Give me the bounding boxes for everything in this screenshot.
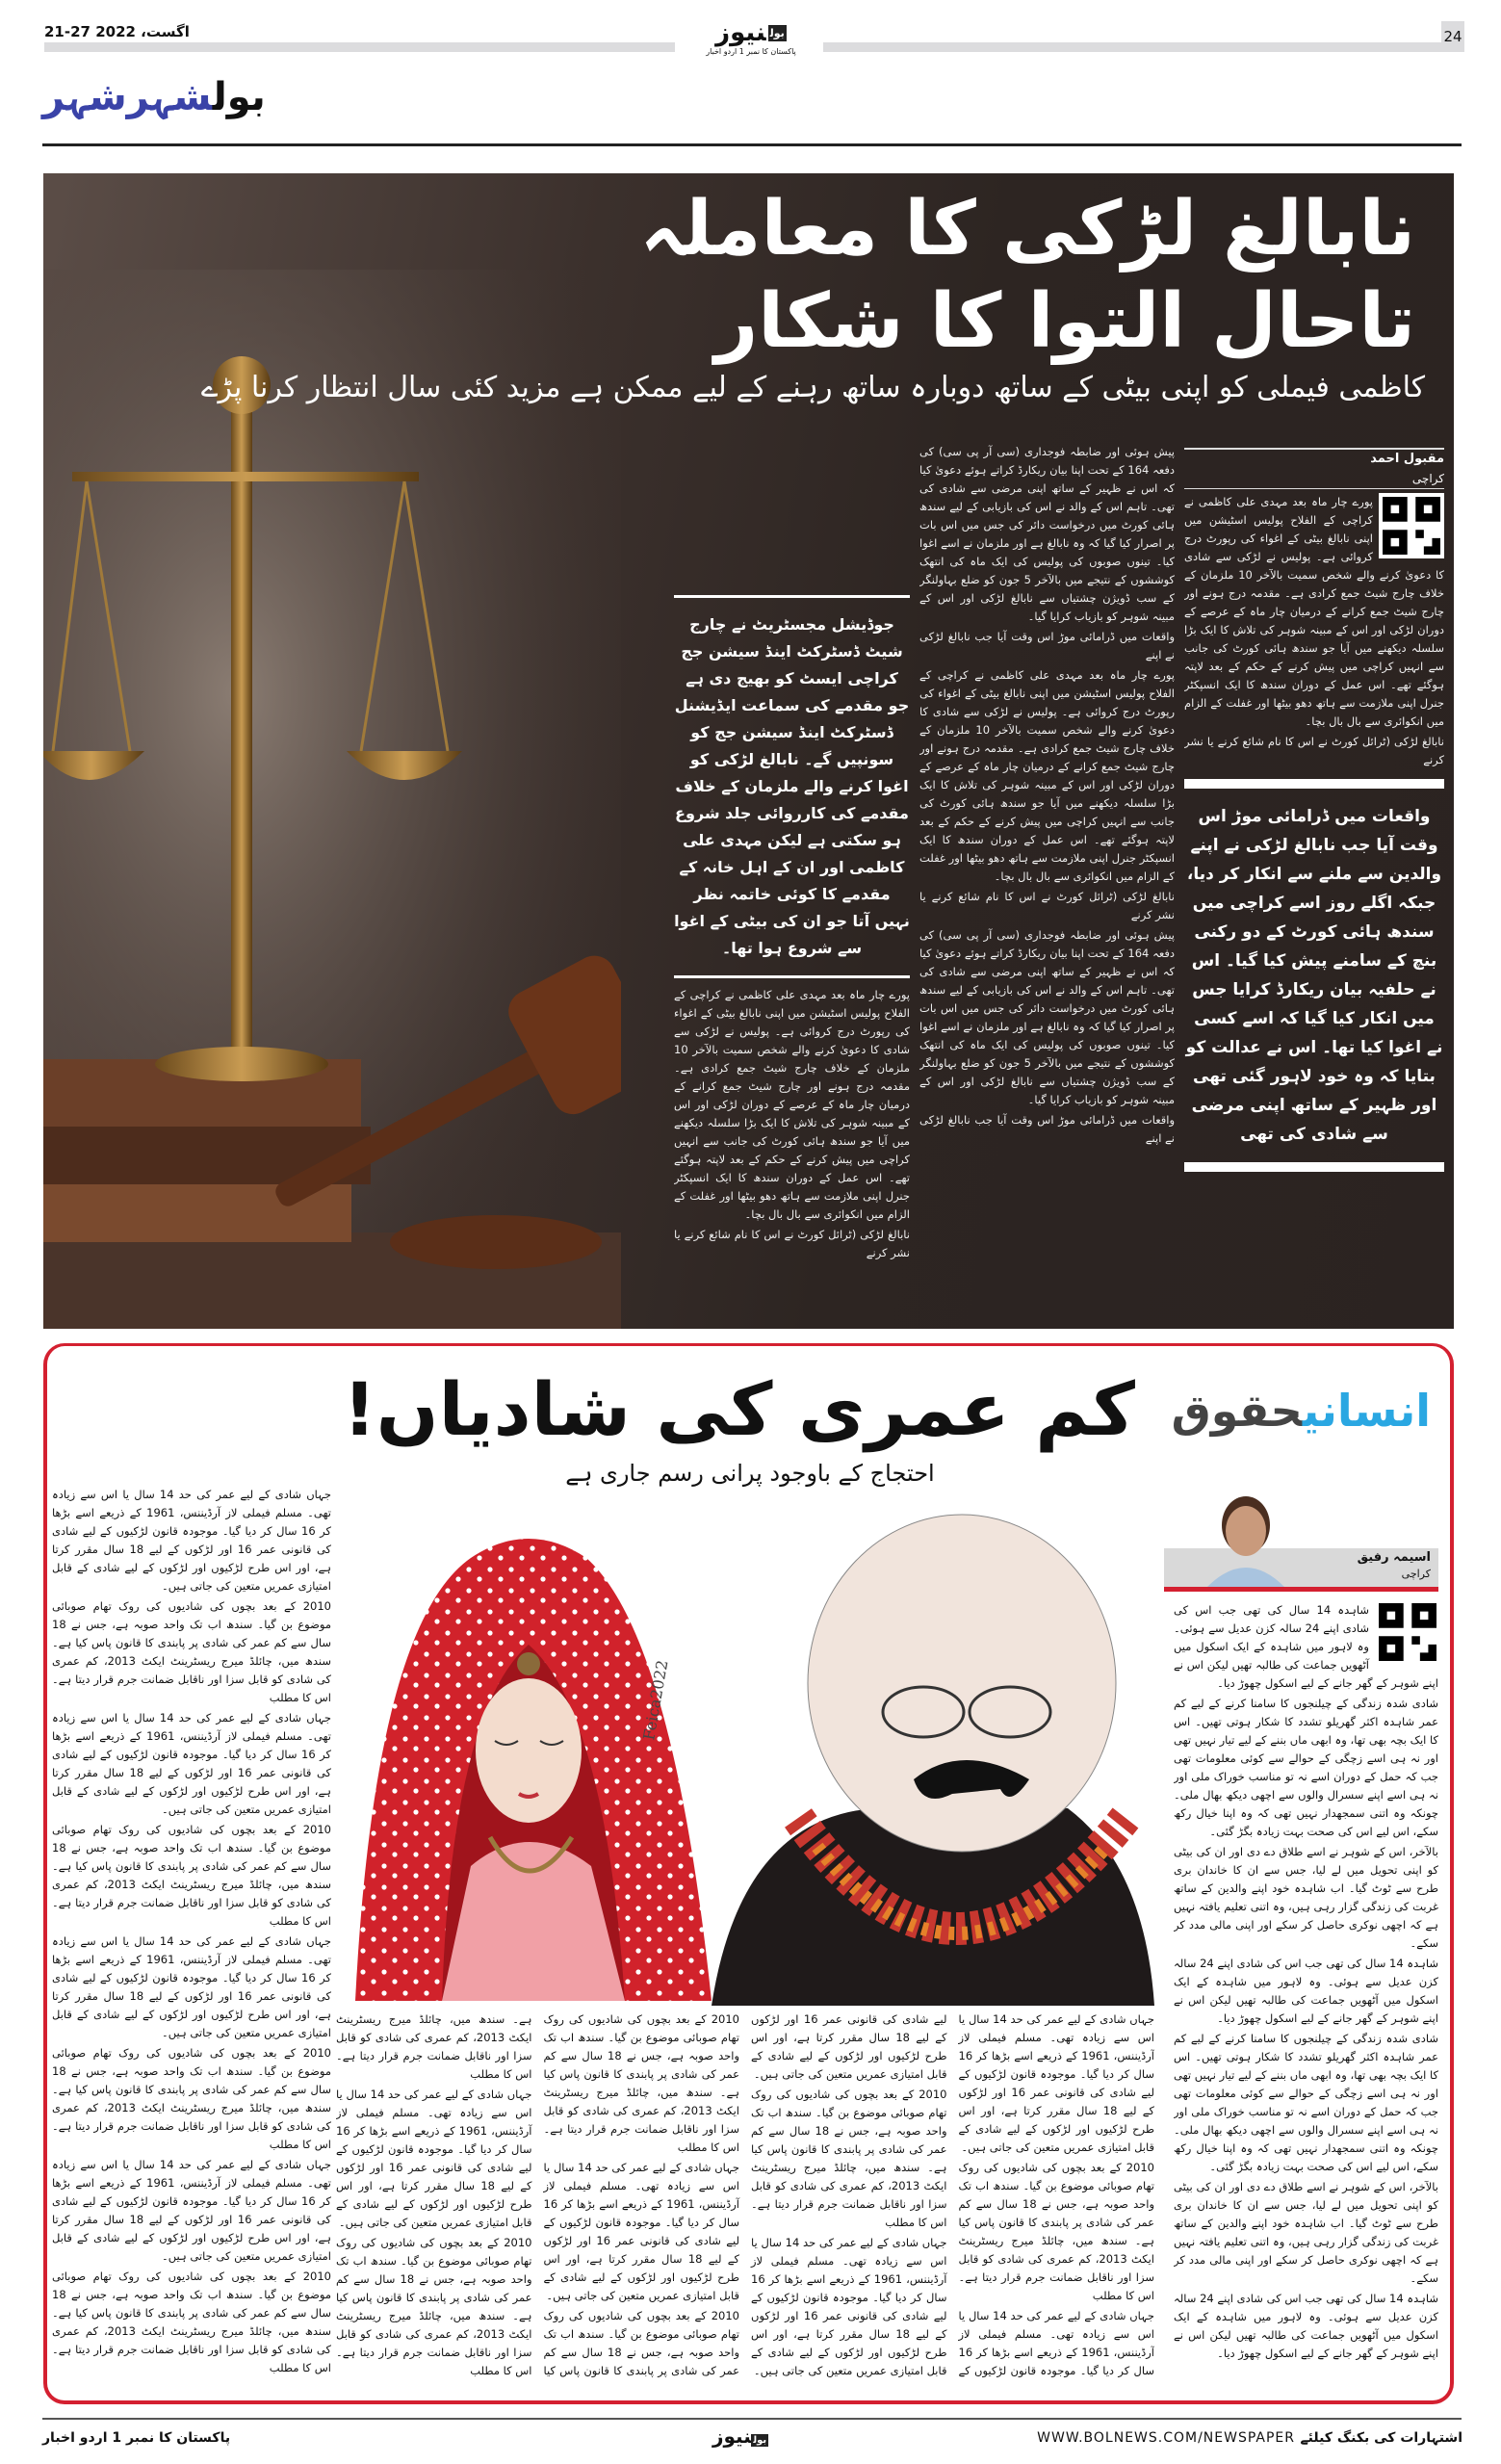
article-child-marriages [43, 1343, 1454, 2404]
body-paragraph: 2010 کے بعد بچوں کی شادیوں کی روک تھام صوبائی موضوع بن گیا۔ سندھ اب تک واحد صوبہ ہے، جس نے 18 سال سے کم عمر کی شادی پر پابندی کا قانون پاس کیا ہے۔ سندھ میں، چائلڈ میرج ریسٹرینٹ ایکٹ 2013، کم عمری کی شادی کو قابل سزا اور ناقابل ضمانت جرم قرار دیتا ہے۔ اس کا مطلب [52, 1823, 331, 1928]
body-paragraph: بالآخر، اس کے شوہر نے اسے طلاق دے دی اور ان کی بیٹی کو اپنی تحویل میں لے لیا، جس سے ان کا خاندان بری طرح سے ٹوٹ گیا۔ اب شاہدہ خود اپنے والدین کے ساتھ غربت کی زندگی گزار رہی ہیں، وہ اتنی تعلیم یافتہ نہیں ہے کہ اچھی نوکری حاصل کر سکے اور اپنی مالی مدد کر سکے۔ [1174, 1845, 1438, 1950]
footer-url[interactable]: WWW.BOLNEWS.COM/NEWSPAPER [1037, 2430, 1295, 2446]
footer-masthead[interactable] [712, 2425, 768, 2448]
footer-tagline: پاکستان کا نمبر 1 اردو اخبار [42, 2430, 231, 2446]
header-divider [42, 143, 1462, 146]
article1-column-3a [674, 443, 910, 587]
section-logo-black: بول [212, 75, 266, 119]
body-paragraph: شادی شدہ زندگی کے چیلنجوں کا سامنا کرنے کے لیے کم عمر شاہدہ اکثر گھریلو تشدد کا شکار ہوتی تھیں۔ اس کا ایک بچہ بھی تھا، وہ ابھی ماں بننے کے لیے تیار نہیں تھی اور نہ ہی اسے زچگی کے حوالے سے کوئی معلومات تھی جب کہ حمل کے دوران اسے نہ تو مناسب خوراک ملی اور نہ ہی اسے اپنے سسرال والوں سے اچھی دیکھ بھال ملی۔ چونکہ وہ اتنی سمجھدار نہیں تھی کہ وہ اپنا خیال رکھ سکے، اس لیے اس کی صحت بہت زیادہ بگڑ گئی۔ [1174, 2032, 1438, 2173]
body-paragraph: جہاں شادی کے لیے عمر کی حد 14 سال یا اس سے زیادہ تھی۔ مسلم فیملی لاز آرڈیننس، 1961 کے ذریعے اسے بڑھا کر 16 سال کر دیا گیا۔ موجودہ قانون لڑکیوں کے لیے شادی کی قانونی عمر 16 اور لڑکوں کے لیے 18 سال مقرر کرتا ہے، اور اس طرح لڑکیوں اور لڑکوں کے لیے شادی کے قابل امتیازی عمریں متعین کی جاتی ہیں۔ [52, 2158, 331, 2263]
author-card [1164, 1491, 1438, 1598]
body-paragraph: جہاں شادی کے لیے عمر کی حد 14 سال یا اس سے زیادہ تھی۔ مسلم فیملی لاز آرڈیننس، 1961 کے ذریعے اسے بڑھا کر 16 سال کر دیا گیا۔ موجودہ قانون لڑکیوں کے لیے شادی کی قانونی عمر 16 اور لڑکوں کے لیے 18 سال مقرر کرتا ہے، اور اس طرح لڑکیوں اور لڑکوں کے لیے شادی کے قابل امتیازی عمریں متعین کی جاتی ہیں۔ [751, 2236, 947, 2377]
footer-divider [42, 2418, 1462, 2420]
body-paragraph: 2010 کے بعد بچوں کی شادیوں کی روک تھام صوبائی موضوع بن گیا۔ سندھ اب تک واحد صوبہ ہے، جس نے 18 سال سے کم عمر کی شادی پر پابندی کا قانون پاس کیا ہے۔ سندھ میں، چائلڈ میرج ریسٹرینٹ ایکٹ 2013، کم عمری کی شادی کو قابل سزا اور ناقابل ضمانت جرم قرار دیتا ہے۔ اس کا مطلب [52, 2269, 331, 2374]
body-paragraph: شاہدہ 14 سال کی تھی جب اس کی شادی اپنے 24 سالہ کزن عدیل سے ہوئی۔ وہ لاہور میں شاہدہ کے ایک اسکول میں آٹھویں جماعت کی طالبہ تھیں لیکن اس نے اپنے شوہر کے گھر جانے کے لیے اسکول چھوڑ دیا۔ [1174, 1957, 1438, 2025]
kicker-blue: انسانی [1302, 1385, 1431, 1437]
body-paragraph: جہاں شادی کے لیے عمر کی حد 14 سال یا اس سے زیادہ تھی۔ مسلم فیملی لاز آرڈیننس، 1961 کے ذریعے اسے بڑھا کر 16 سال کر دیا گیا۔ موجودہ قانون لڑکیوں کے لیے شادی کی قانونی عمر 16 اور لڑکوں کے لیے 18 سال مقرر کرتا ہے، اور اس طرح لڑکیوں اور لڑکوں کے لیے شادی کے قابل امتیازی عمریں متعین کی جاتی ہیں۔ [336, 2088, 532, 2229]
article1-column-2 [919, 443, 1175, 1295]
masthead-logo[interactable] [693, 19, 809, 56]
issue-date: 21-27 اگست، 2022 [44, 23, 190, 40]
author-name: مقبول احمد [1370, 452, 1444, 466]
page-number: 24 [1441, 21, 1464, 52]
body-paragraph: پورے چار ماہ بعد مہدی علی کاظمی نے کراچی کے الفلاح پولیس اسٹیشن میں اپنی نابالغ بیٹی کے اغواء کی رپورٹ درج کروائی ہے۔ پولیس نے لڑکی سے شادی کا دعویٰ کرنے والے شخص سمیت بالآخر 10 ملزمان کے خلاف چارج شیٹ جمع کرادی ہے۔ مقدمہ درج ہونے اور چارج شیٹ جمع کرانے کے درمیان چار ماہ کے عرصے کے دوران لڑکی اور اس کے مبینہ شوہر کی تلاش کا ایک بڑا سلسلہ دیکھنے میں آیا جو سندھ ہائی کورٹ کی جانب سے انہیں کراچی میں پیش کرنے کے حکم کے بعد لاپتہ ہوگئے تھے۔ اس عمل کے دوران سندھ کا ایک انسپکٹر جنرل اپنی ملازمت سے ہاتھ دھو بیٹھا اور غفلت کے الزام میں انکوائری سے بال بال بچا۔ [1184, 495, 1444, 728]
body-paragraph: جہاں شادی کے لیے عمر کی حد 14 سال یا اس سے زیادہ تھی۔ مسلم فیملی لاز آرڈیننس، 1961 کے ذریعے اسے بڑھا کر 16 سال کر دیا گیا۔ موجودہ قانون لڑکیوں کے لیے شادی کی قانونی عمر 16 اور لڑکوں کے لیے 18 سال مقرر کرتا ہے، اور اس طرح لڑکیوں اور لڑکوں کے لیے شادی کے قابل امتیازی عمریں متعین کی جاتی ہیں۔ [52, 1934, 331, 2039]
masthead-box: بول [769, 26, 785, 39]
body-paragraph: پیش ہوئی اور ضابطہ فوجداری (سی آر پی سی) کی دفعہ 164 کے تحت اپنا بیان ریکارڈ کراتے ہوئے دعویٰ کیا کہ اس نے ظہیر کے ساتھ اپنی مرضی سے شادی کی تھی۔ تاہم اس کے والد نے اس کی بازیابی کے لیے سندھ ہائی کورٹ میں درخواست دائر کی جس میں اس بات پر اصرار کیا گیا کہ وہ نابالغ ہے اور ملزمان نے اسے اغوا کیا۔ تینوں صوبوں کی پولیس کی ایک ماہ کی انتھک کوششوں کے نتیجے میں بالآخر 5 جون کو ضلع بہاولنگر کے سب ڈویژن چشتیاں سے نابالغ لڑکی اور اس کے مبینہ شوہر کو بازیاب کرایا گیا۔ [919, 445, 1175, 623]
author-name: اسیمہ رفیق [1357, 1550, 1431, 1565]
body-paragraph: جہاں شادی کے لیے عمر کی حد 14 سال یا اس سے زیادہ تھی۔ مسلم فیملی لاز آرڈیننس، 1961 کے ذریعے اسے بڑھا کر 16 سال کر دیا گیا۔ موجودہ قانون لڑکیوں کے لیے شادی کی قانونی عمر 16 اور لڑکوں کے لیے 18 سال مقرر کرتا ہے، اور اس طرح لڑکیوں اور لڑکوں کے لیے شادی کے قابل امتیازی عمریں متعین کی جاتی ہیں۔ [52, 1488, 331, 1593]
body-paragraph: 2010 کے بعد بچوں کی شادیوں کی روک تھام صوبائی موضوع بن گیا۔ سندھ اب تک واحد صوبہ ہے، جس نے 18 سال سے کم عمر کی شادی پر پابندی کا قانون پاس کیا ہے۔ سندھ میں، چائلڈ میرج ریسٹرینٹ ایکٹ 2013، کم عمری کی شادی کو قابل سزا اور ناقابل ضمانت جرم قرار دیتا ہے۔ اس کا مطلب [543, 2012, 740, 2154]
article-minor-girl-case [43, 173, 1454, 1329]
article1-column-3-stack [674, 443, 910, 1295]
pull-quote-rule-bottom [1184, 1162, 1444, 1172]
section-logo [42, 75, 266, 119]
header-bar-left [44, 42, 675, 52]
body-paragraph: نابالغ لڑکی (ٹرائل کورٹ نے اس کا نام شائع کرنے یا نشر کرنے [674, 1228, 910, 1259]
article2-bottom-text-a [336, 2010, 1154, 2381]
article2-right-text [1174, 1601, 1438, 2363]
header-bar-right [823, 42, 1463, 52]
article2-subheadline: احتجاج کے باوجود پرانی رسم جاری ہے [565, 1460, 935, 1487]
body-paragraph: شادی شدہ زندگی کے چیلنجوں کا سامنا کرنے کے لیے کم عمر شاہدہ اکثر گھریلو تشدد کا شکار ہوتی تھیں۔ اس کا ایک بچہ بھی تھا، وہ ابھی ماں بننے کے لیے تیار نہیں تھی اور نہ ہی اسے زچگی کے حوالے سے کوئی معلومات تھی جب کہ حمل کے دوران اسے نہ تو مناسب خوراک ملی اور نہ ہی اسے اپنے سسرال والوں سے اچھی دیکھ بھال ملی۔ چونکہ وہ اتنی سمجھدار نہیں تھی کہ وہ اپنا خیال رکھ سکے، اس لیے اس کی صحت بہت زیادہ بگڑ گئی۔ [1174, 1697, 1438, 1838]
author-location: کراچی [1411, 472, 1444, 485]
body-paragraph: واقعات میں ڈرامائی موڑ اس وقت آیا جب نابالغ لڑکی نے اپنے [919, 1113, 1175, 1145]
body-paragraph: 2010 کے بعد بچوں کی شادیوں کی روک تھام صوبائی موضوع بن گیا۔ سندھ اب تک واحد صوبہ ہے، جس نے 18 سال سے کم عمر کی شادی پر پابندی کا قانون پاس کیا ہے۔ سندھ میں، چائلڈ میرج ریسٹرینٹ ایکٹ 2013، کم عمری کی شادی کو قابل سزا اور ناقابل ضمانت جرم قرار دیتا ہے۔ اس کا مطلب [52, 2046, 331, 2151]
body-paragraph: 2010 کے بعد بچوں کی شادیوں کی روک تھام صوبائی موضوع بن گیا۔ سندھ اب تک واحد صوبہ ہے، جس نے 18 سال سے کم عمر کی شادی پر پابندی کا قانون پاس کیا ہے۔ سندھ میں، چائلڈ میرج ریسٹرینٹ ایکٹ 2013، کم عمری کی شادی کو قابل سزا اور ناقابل ضمانت جرم قرار دیتا ہے۔ اس کا مطلب [336, 2012, 739, 2377]
pull-quote-2-rule-bottom [674, 975, 910, 978]
byline-rule-bottom [1184, 488, 1444, 489]
qr-code-icon[interactable] [1379, 493, 1444, 558]
body-paragraph: پورے چار ماہ بعد مہدی علی کاظمی نے کراچی کے الفلاح پولیس اسٹیشن میں اپنی نابالغ بیٹی کے اغواء کی رپورٹ درج کروائی ہے۔ پولیس نے لڑکی سے شادی کا دعویٰ کرنے والے شخص سمیت بالآخر 10 ملزمان کے خلاف چارج شیٹ جمع کرادی ہے۔ مقدمہ درج ہونے اور چارج شیٹ جمع کرانے کے درمیان چار ماہ کے عرصے کے دوران لڑکی اور اس کے مبینہ شوہر کی تلاش کا ایک بڑا سلسلہ دیکھنے میں آیا جو سندھ ہائی کورٹ کی جانب سے انہیں کراچی میں پیش کرنے کے حکم کے بعد لاپتہ ہوگئے تھے۔ اس عمل کے دوران سندھ کا ایک انسپکٹر جنرل اپنی ملازمت سے ہاتھ دھو بیٹھا اور غفلت کے الزام میں انکوائری سے بال بال بچا۔ [919, 668, 1175, 883]
article1-column-1 [1184, 493, 1444, 771]
body-paragraph: بالآخر، اس کے شوہر نے اسے طلاق دے دی اور ان کی بیٹی کو اپنی تحویل میں لے لیا، جس سے ان کا خاندان بری طرح سے ٹوٹ گیا۔ اب شاہدہ خود اپنے والدین کے ساتھ غربت کی زندگی گزار رہی ہیں، وہ اتنی تعلیم یافتہ نہیں ہے کہ اچھی نوکری حاصل کر سکے اور اپنی مالی مدد کر سکے۔ [1174, 2180, 1438, 2285]
article1-column-3b [674, 986, 910, 1295]
article1-column-1b [1184, 1180, 1444, 1300]
body-paragraph: 2010 کے بعد بچوں کی شادیوں کی روک تھام صوبائی موضوع بن گیا۔ سندھ اب تک واحد صوبہ ہے، جس نے 18 سال سے کم عمر کی شادی پر پابندی کا قانون پاس کیا ہے۔ سندھ میں، چائلڈ میرج ریسٹرینٹ ایکٹ 2013، کم عمری کی شادی کو قابل سزا اور ناقابل ضمانت جرم قرار دیتا ہے۔ اس کا مطلب [751, 2088, 947, 2229]
headline-line-1: نابالغ لڑکی کا معاملہ [639, 186, 1415, 272]
article2-bottom-columns [336, 2010, 1154, 2396]
pull-quote-rule [1184, 779, 1444, 789]
body-paragraph: جہاں شادی کے لیے عمر کی حد 14 سال یا اس سے زیادہ تھی۔ مسلم فیملی لاز آرڈیننس، 1961 کے ذریعے اسے بڑھا کر 16 سال کر دیا گیا۔ موجودہ قانون لڑکیوں کے لیے شادی کی قانونی عمر 16 اور لڑکوں کے لیے 18 سال مقرر کرتا ہے، اور اس طرح لڑکیوں اور لڑکوں کے لیے شادی کے قابل امتیازی عمریں متعین کی جاتی ہیں۔ [958, 2012, 1154, 2154]
body-paragraph: 2010 کے بعد بچوں کی شادیوں کی روک تھام صوبائی موضوع بن گیا۔ سندھ اب تک واحد صوبہ ہے، جس نے 18 سال سے کم عمر کی شادی پر پابندی کا قانون پاس کیا ہے۔ سندھ میں، چائلڈ میرج ریسٹرینٹ ایکٹ 2013، کم عمری کی شادی کو قابل سزا اور ناقابل ضمانت جرم قرار دیتا ہے۔ اس کا مطلب [958, 2161, 1154, 2302]
body-paragraph: جہاں شادی کے لیے عمر کی حد 14 سال یا اس سے زیادہ تھی۔ مسلم فیملی لاز آرڈیننس، 1961 کے ذریعے اسے بڑھا کر 16 سال کر دیا گیا۔ موجودہ قانون لڑکیوں کے لیے شادی کی قانونی عمر 16 اور لڑکوں کے لیے 18 سال مقرر کرتا ہے، اور اس طرح لڑکیوں اور لڑکوں کے لیے شادی کے قابل امتیازی عمریں متعین کی جاتی ہیں۔ [52, 1711, 331, 1816]
article2-column-right [1174, 1601, 1438, 2396]
body-paragraph: شاہدہ 14 سال کی تھی جب اس کی شادی اپنے 24 سالہ کزن عدیل سے ہوئی۔ وہ لاہور میں شاہدہ کے ایک اسکول میں آٹھویں جماعت کی طالبہ تھیں لیکن اس نے اپنے شوہر کے گھر جانے کے لیے اسکول چھوڑ دیا۔ [1174, 1603, 1438, 1690]
body-paragraph: 2010 کے بعد بچوں کی شادیوں کی روک تھام صوبائی موضوع بن گیا۔ سندھ اب تک واحد صوبہ ہے، جس نے 18 سال سے کم عمر کی شادی پر پابندی کا قانون پاس کیا ہے۔ سندھ میں، چائلڈ میرج ریسٹرینٹ ایکٹ 2013، کم عمری کی شادی کو قابل سزا اور ناقابل ضمانت جرم قرار دیتا ہے۔ اس کا مطلب [336, 2236, 532, 2377]
author-photo [1203, 1491, 1289, 1587]
footer-ads [1037, 2430, 1462, 2446]
body-paragraph: پیش ہوئی اور ضابطہ فوجداری (سی آر پی سی) کی دفعہ 164 کے تحت اپنا بیان ریکارڈ کراتے ہوئے دعویٰ کیا کہ اس نے ظہیر کے ساتھ اپنی مرضی سے شادی کی تھی۔ تاہم اس کے والد نے اس کی بازیابی کے لیے سندھ ہائی کورٹ میں درخواست دائر کی جس میں اس بات پر اصرار کیا گیا کہ وہ نابالغ ہے اور ملزمان نے اسے اغوا کیا۔ تینوں صوبوں کی پولیس کی ایک ماہ کی انتھک کوششوں کے نتیجے میں بالآخر 5 جون کو ضلع بہاولنگر کے سب ڈویژن چشتیاں سے نابالغ لڑکی اور اس کے مبینہ شوہر کو بازیاب کرایا گیا۔ [919, 928, 1175, 1106]
footer-masthead-word: نیوز [712, 2425, 752, 2448]
footer-ads-label: اشتہارات کی بکنگ کیلئے [1300, 2430, 1462, 2446]
masthead-tagline: پاکستان کا نمبر 1 اردو اخبار [706, 46, 796, 56]
masthead-word: نیوز [715, 18, 766, 47]
scales-of-justice-photo [43, 270, 621, 1329]
cartoon-signature: Feica2022 [639, 1658, 672, 1742]
author-red-bar [1164, 1587, 1438, 1592]
qr-code-icon[interactable] [1375, 1601, 1438, 1665]
child-marriage-cartoon [336, 1500, 1154, 2006]
groom-head [808, 1515, 1116, 1852]
article1-column-2-continued [919, 666, 1175, 1148]
body-paragraph: جہاں شادی کے لیے عمر کی حد 14 سال یا اس سے زیادہ تھی۔ مسلم فیملی لاز آرڈیننس، 1961 کے ذریعے اسے بڑھا کر 16 سال کر دیا گیا۔ موجودہ قانون لڑکیوں کے لیے شادی کی قانونی عمر 16 اور لڑکوں کے لیے 18 سال مقرر کرتا ہے، اور اس طرح لڑکیوں اور لڑکوں کے لیے شادی کے قابل امتیازی عمریں متعین کی جاتی ہیں۔ [543, 2161, 740, 2302]
article1-headline [640, 183, 1415, 368]
section-kicker-human-rights [1172, 1385, 1431, 1437]
pull-quote-drama: واقعات میں ڈرامائی موڑ اس وقت آیا جب نابالغ لڑکی نے اپنے والدین سے ملنے سے انکار کر دیا، جبکہ اگلے روز اسے کراچی میں سندھ ہائی کورٹ کے دو رکنی بنچ کے سامنے پیش کیا گیا۔ اس نے حلفیہ بیان ریکارڈ کرایا جس میں انکار کیا گیا کہ اسے کسی نے اغوا کیا تھا۔ اس نے عدالت کو بتایا کہ وہ خود لاہور گئی تھی اور ظہیر کے ساتھ اپنی مرضی سے شادی کی تھی [1185, 807, 1443, 1144]
headline-line-2: تاحال التوا کا شکار [714, 278, 1415, 365]
body-paragraph: جہاں شادی کے لیے عمر کی حد 14 سال یا اس سے زیادہ تھی۔ مسلم فیملی لاز آرڈیننس، 1961 کے ذریعے اسے بڑھا کر 16 سال کر دیا گیا۔ موجودہ قانون لڑکیوں کے لیے شادی کی قانونی عمر 16 اور لڑکوں کے لیے 18 سال مقرر کرتا ہے، اور اس طرح لڑکیوں اور لڑکوں کے لیے شادی کے قابل امتیازی عمریں متعین کی جاتی ہیں۔ [751, 2012, 1154, 2377]
section-logo-blue: شہرشہر [42, 75, 213, 119]
article1-subheadline: کاظمی فیملی کو اپنی بیٹی کے ساتھ دوبارہ ساتھ رہنے کے لیے ممکن ہے مزید کئی سال انتظار کرنا پڑے [200, 371, 1425, 404]
author-location: کراچی [1401, 1568, 1431, 1580]
body-paragraph: نابالغ لڑکی (ٹرائل کورٹ نے اس کا نام شائع کرنے یا نشر کرنے [919, 890, 1175, 921]
bride-face [476, 1678, 582, 1823]
body-paragraph: شاہدہ 14 سال کی تھی جب اس کی شادی اپنے 24 سالہ کزن عدیل سے ہوئی۔ وہ لاہور میں شاہدہ کے ایک اسکول میں آٹھویں جماعت کی طالبہ تھیں لیکن اس نے اپنے شوہر کے گھر جانے کے لیے اسکول چھوڑ دیا۔ [1174, 2292, 1438, 2360]
article2-headline: کم عمری کی شادیاں! [343, 1366, 1135, 1452]
body-paragraph: پورے چار ماہ بعد مہدی علی کاظمی نے کراچی کے الفلاح پولیس اسٹیشن میں اپنی نابالغ بیٹی کے اغواء کی رپورٹ درج کروائی ہے۔ پولیس نے لڑکی سے شادی کا دعویٰ کرنے والے شخص سمیت بالآخر 10 ملزمان کے خلاف چارج شیٹ جمع کرادی ہے۔ مقدمہ درج ہونے اور چارج شیٹ جمع کرانے کے درمیان چار ماہ کے عرصے کے دوران لڑکی اور اس کے مبینہ شوہر کی تلاش کا ایک بڑا سلسلہ دیکھنے میں آیا جو سندھ ہائی کورٹ کی جانب سے انہیں کراچی میں پیش کرنے کے حکم کے بعد لاپتہ ہوگئے تھے۔ اس عمل کے دوران سندھ کا ایک انسپکٹر جنرل اپنی ملازمت سے ہاتھ دھو بیٹھا اور غفلت کے الزام میں انکوائری سے بال بال بچا۔ [674, 988, 910, 1221]
article1-column-1-stack [1184, 448, 1444, 1300]
kicker-dark: حقوق [1171, 1385, 1303, 1437]
body-paragraph: نابالغ لڑکی (ٹرائل کورٹ نے اس کا نام شائع کرنے یا نشر کرنے [1184, 735, 1444, 766]
footer-masthead-box: بول [753, 2435, 767, 2446]
pull-quote-judicial: جوڈیشل مجسٹریٹ نے چارج شیٹ ڈسٹرکٹ اینڈ سیشن جج کراچی ایسٹ کو بھیج دی ہے جو مقدمے کی سماعت ایڈیشنل ڈسٹرکٹ اینڈ سیشن جج کو سونپیں گے۔ نابالغ لڑکی کو اغوا کرنے والے ملزمان کے خلاف مقدمے کی کارروائی جلد شروع ہو سکتی ہے لیکن مہدی علی کاظمی اور ان کے اہل خانہ کے مقدمے کا کوئی خاتمہ نظر نہیں آتا جو ان کی بیٹی کے اغوا سے شروع ہوا تھا۔ [674, 615, 910, 957]
pull-quote-2-rule [674, 595, 910, 598]
body-paragraph: واقعات میں ڈرامائی موڑ اس وقت آیا جب نابالغ لڑکی نے اپنے [919, 630, 1175, 661]
article2-column-left [52, 1486, 331, 2396]
body-paragraph: 2010 کے بعد بچوں کی شادیوں کی روک تھام صوبائی موضوع بن گیا۔ سندھ اب تک واحد صوبہ ہے، جس نے 18 سال سے کم عمر کی شادی پر پابندی کا قانون پاس کیا ہے۔ سندھ میں، چائلڈ میرج ریسٹرینٹ ایکٹ 2013، کم عمری کی شادی کو قابل سزا اور ناقابل ضمانت جرم قرار دیتا ہے۔ اس کا مطلب [52, 1599, 331, 1704]
